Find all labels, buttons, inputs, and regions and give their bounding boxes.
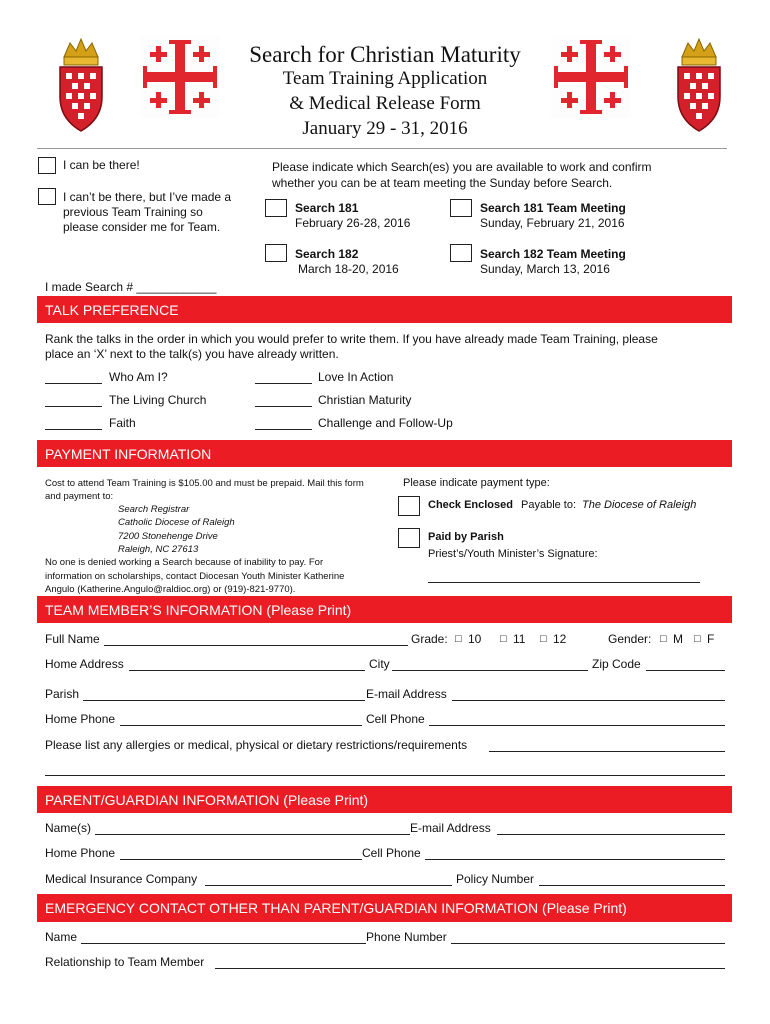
grade-12-checkbox[interactable]: □ bbox=[540, 633, 547, 645]
address-line-1: Search Registrar bbox=[118, 504, 190, 515]
signature-field[interactable] bbox=[428, 582, 700, 583]
allergies-field[interactable] bbox=[489, 751, 725, 752]
talk-instructions-1: Rank the talks in the order in which you would prefer to write them. If you have already made Team Training, please bbox=[45, 332, 658, 346]
policy-label: Policy Number bbox=[456, 872, 535, 886]
search-instructions-1: Please indicate which Search(es) you are available to work and confirm bbox=[272, 160, 652, 174]
parish-label: Parish bbox=[45, 687, 80, 701]
cell-phone-label: Cell Phone bbox=[366, 712, 425, 726]
parent-names-field[interactable] bbox=[95, 834, 410, 835]
emergency-phone-field[interactable] bbox=[451, 943, 725, 944]
form-dates: January 29 - 31, 2016 bbox=[302, 118, 468, 139]
payment-note-1: No one is denied working a Search because of inability to pay. For bbox=[45, 557, 324, 568]
talk-label-1: Who Am I? bbox=[109, 370, 168, 384]
relationship-label: Relationship to Team Member bbox=[45, 955, 205, 969]
grade-11-label: 11 bbox=[513, 632, 526, 646]
parent-cell-phone-label: Cell Phone bbox=[362, 846, 421, 860]
address-line-4: Raleigh, NC 27613 bbox=[118, 544, 199, 555]
full-name-label: Full Name bbox=[45, 632, 100, 646]
full-name-field[interactable] bbox=[104, 645, 408, 646]
talk-instructions-2: place an ‘X’ next to the talk(s) you have already written. bbox=[45, 347, 339, 361]
parent-heading: PARENT/GUARDIAN INFORMATION (Please Print) bbox=[37, 786, 732, 813]
email-label: E-mail Address bbox=[366, 687, 447, 701]
home-address-field[interactable] bbox=[129, 670, 365, 671]
talk-rank-field-5[interactable] bbox=[45, 429, 102, 430]
talk-rank-field-6[interactable] bbox=[255, 429, 312, 430]
payment-cost-2: and payment to: bbox=[45, 491, 114, 502]
policy-field[interactable] bbox=[539, 885, 725, 886]
search-182-meeting-label: Search 182 Team Meeting bbox=[480, 247, 626, 261]
city-field[interactable] bbox=[392, 670, 588, 671]
grade-10-checkbox[interactable]: □ bbox=[455, 633, 462, 645]
paid-by-parish-checkbox[interactable] bbox=[398, 528, 420, 548]
emergency-heading: EMERGENCY CONTACT OTHER THAN PARENT/GUARDIAN INFORMATION (Please Print) bbox=[37, 894, 732, 922]
talk-label-3: The Living Church bbox=[109, 393, 207, 407]
search-181-meeting-date: Sunday, February 21, 2016 bbox=[480, 216, 625, 230]
grade-11-checkbox[interactable]: □ bbox=[500, 633, 507, 645]
allergies-label: Please list any allergies or medical, physical or dietary restrictions/requirements bbox=[45, 738, 468, 752]
emergency-phone-label: Phone Number bbox=[366, 930, 447, 944]
search-182-meeting-date: Sunday, March 13, 2016 bbox=[480, 262, 610, 276]
talk-rank-field-3[interactable] bbox=[45, 406, 102, 407]
search-181-checkbox[interactable] bbox=[265, 199, 287, 217]
can-be-there-label: I can be there! bbox=[63, 158, 140, 172]
gender-m-checkbox[interactable]: □ bbox=[660, 633, 667, 645]
payable-to-value: The Diocese of Raleigh bbox=[582, 499, 697, 511]
team-member-heading: TEAM MEMBER’S INFORMATION (Please Print) bbox=[37, 596, 732, 623]
search-182-meeting-checkbox[interactable] bbox=[450, 244, 472, 262]
form-subtitle-1: Team Training Application bbox=[282, 68, 488, 89]
form-subtitle-2: & Medical Release Form bbox=[289, 93, 481, 114]
search-181-date: February 26-28, 2016 bbox=[295, 216, 411, 230]
check-enclosed-label: Check Enclosed bbox=[428, 499, 513, 511]
insurance-label: Medical Insurance Company bbox=[45, 872, 198, 886]
address-line-2: Catholic Diocese of Raleigh bbox=[118, 517, 235, 528]
home-address-label: Home Address bbox=[45, 657, 124, 671]
paid-by-parish-label: Paid by Parish bbox=[428, 531, 504, 543]
grade-12-label: 12 bbox=[553, 632, 567, 646]
parish-field[interactable] bbox=[83, 700, 365, 701]
talk-preference-heading: TALK PREFERENCE bbox=[37, 296, 732, 323]
talk-label-4: Christian Maturity bbox=[318, 393, 412, 407]
cant-be-there-checkbox[interactable] bbox=[38, 188, 56, 205]
grade-10-label: 10 bbox=[468, 632, 482, 646]
talk-rank-field-4[interactable] bbox=[255, 406, 312, 407]
cant-be-there-label-3: please consider me for Team. bbox=[63, 220, 221, 234]
zip-label: Zip Code bbox=[592, 657, 641, 671]
gender-label: Gender: bbox=[608, 632, 652, 646]
form-title: Search for Christian Maturity bbox=[249, 42, 521, 67]
allergies-field-continued[interactable] bbox=[45, 775, 725, 776]
check-enclosed-checkbox[interactable] bbox=[398, 496, 420, 516]
gender-m-label: M bbox=[673, 632, 683, 646]
payment-note-2: information on scholarships, contact Diocesan Youth Minister Katherine bbox=[45, 571, 345, 582]
search-182-date: March 18-20, 2016 bbox=[298, 262, 399, 276]
search-181-meeting-checkbox[interactable] bbox=[450, 199, 472, 217]
payable-to-label: Payable to: bbox=[521, 499, 577, 511]
made-search-field[interactable]: I made Search # ____________ bbox=[45, 280, 217, 294]
email-field[interactable] bbox=[452, 700, 725, 701]
parent-home-phone-label: Home Phone bbox=[45, 846, 116, 860]
talk-rank-field-1[interactable] bbox=[45, 383, 102, 384]
parent-email-field[interactable] bbox=[497, 834, 725, 835]
payment-cost-1: Cost to attend Team Training is $105.00 and must be prepaid. Mail this form bbox=[45, 478, 364, 489]
header-divider bbox=[37, 148, 727, 149]
grade-label: Grade: bbox=[411, 632, 448, 646]
parent-home-phone-field[interactable] bbox=[120, 859, 362, 860]
payment-type-label: Please indicate payment type: bbox=[403, 477, 550, 489]
home-phone-field[interactable] bbox=[120, 725, 362, 726]
payment-heading: PAYMENT INFORMATION bbox=[37, 440, 732, 467]
can-be-there-checkbox[interactable] bbox=[38, 157, 56, 174]
home-phone-label: Home Phone bbox=[45, 712, 116, 726]
gender-f-checkbox[interactable]: □ bbox=[694, 633, 701, 645]
talk-label-6: Challenge and Follow-Up bbox=[318, 416, 453, 430]
gender-f-label: F bbox=[707, 632, 715, 646]
insurance-field[interactable] bbox=[205, 885, 452, 886]
search-181-meeting-label: Search 181 Team Meeting bbox=[480, 201, 626, 215]
payment-note-3: Angulo (Katherine.Angulo@raldioc.org) or (919)-821-9770). bbox=[45, 584, 296, 595]
search-182-label: Search 182 bbox=[295, 247, 359, 261]
emergency-name-label: Name bbox=[45, 930, 78, 944]
emergency-name-field[interactable] bbox=[81, 943, 366, 944]
signature-label: Priest’s/Youth Minister’s Signature: bbox=[428, 548, 598, 560]
cant-be-there-label-1: I can’t be there, but I’ve made a bbox=[63, 190, 232, 204]
address-line-3: 7200 Stonehenge Drive bbox=[118, 531, 218, 542]
cant-be-there-label-2: previous Team Training so bbox=[63, 205, 203, 219]
search-182-checkbox[interactable] bbox=[265, 244, 287, 262]
search-181-label: Search 181 bbox=[295, 201, 359, 215]
talk-rank-field-2[interactable] bbox=[255, 383, 312, 384]
parent-cell-phone-field[interactable] bbox=[425, 859, 725, 860]
talk-label-5: Faith bbox=[109, 416, 136, 430]
relationship-field[interactable] bbox=[215, 968, 725, 969]
parent-email-label: E-mail Address bbox=[410, 821, 491, 835]
parent-names-label: Name(s) bbox=[45, 821, 92, 835]
city-label: City bbox=[369, 657, 390, 671]
cell-phone-field[interactable] bbox=[429, 725, 725, 726]
zip-field[interactable] bbox=[646, 670, 725, 671]
talk-label-2: Love In Action bbox=[318, 370, 394, 384]
search-instructions-2: whether you can be at team meeting the Sunday before Search. bbox=[272, 176, 613, 190]
